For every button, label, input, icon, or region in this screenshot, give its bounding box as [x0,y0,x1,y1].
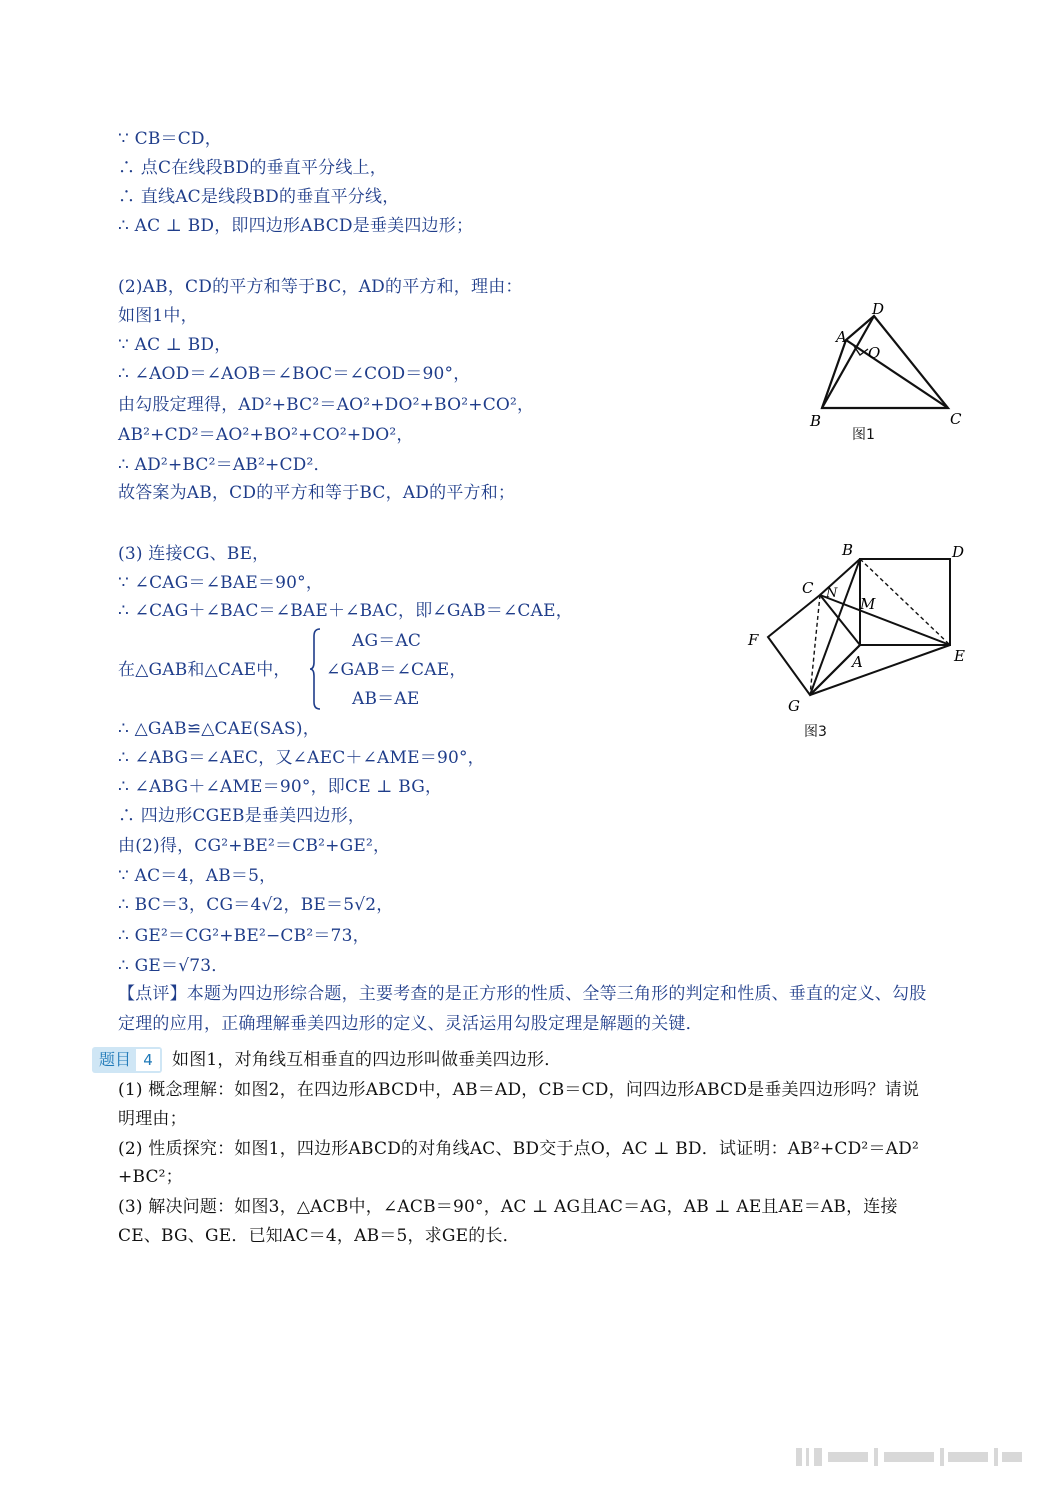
problem-line: CE、BG、GE．已知AC＝4，AB＝5，求GE的长． [118,1226,520,1246]
problem-number: 4 [136,1049,160,1071]
text-line: ∵ ∠CAG＝∠BAE＝90°， [118,573,324,593]
label-f: F [748,631,759,649]
problem-badge [92,1047,162,1073]
label-c: C [802,579,814,597]
label-b: B [842,541,854,559]
figure-1 [800,300,980,450]
figure-1-diagram [800,300,980,450]
text-line: ∴ 点C在线段BD的垂直平分线上， [118,158,387,178]
system-prefix: 在△GAB和△CAE中， [118,660,291,680]
system-eq: AB＝AE [352,689,420,709]
text-line: ∴ BC＝3，CG＝4√2，BE＝5√2， [118,895,394,915]
label-a: A [836,328,847,346]
square-cagf [768,595,860,695]
label-o: O [868,344,881,362]
label-m: M [860,595,876,613]
text-line: ∴ △GAB≌△CAE(SAS)， [118,719,320,739]
diagonal-bd [822,316,874,408]
problem-tag: 题目 [98,1050,131,1069]
figure-3-caption: 图3 [804,724,827,740]
problem-intro: 如图1，对角线互相垂直的四边形叫做垂美四边形． [172,1050,562,1070]
problem-line: (2) 性质探究：如图1，四边形ABCD的对角线AC、BD交于点O，AC ⊥ BD．试证明：AB²+CD²＝AD² [118,1139,919,1159]
text-line: ∴ AC ⊥ BD，即四边形ABCD是垂美四边形； [118,216,474,236]
text-line: ∴ ∠AOD＝∠AOB＝∠BOC＝∠COD＝90°， [118,364,471,384]
segment-ge [810,645,950,695]
text-line: (2)AB，CD的平方和等于BC，AD的平方和，理由： [118,277,523,297]
text-line: ∴ ∠ABG＋∠AME＝90°，即CE ⊥ BG， [118,777,443,797]
system-eq: AG＝AC [352,631,422,651]
text-line: ∵ CB＝CD， [118,129,222,149]
figure-1-caption: 图1 [852,427,875,443]
label-d: D [952,543,965,561]
problem-line: 明理由； [118,1109,187,1129]
text-line: 如图1中， [118,306,198,326]
label-e: E [954,647,965,665]
diagonal-ac [846,340,948,408]
problem-line: (1) 概念理解：如图2，在四边形ABCD中，AB＝AD，CB＝CD，问四边形ABCD是垂美四边形吗？请说 [118,1080,920,1100]
label-g: G [788,697,800,715]
problem-line: +BC²； [118,1167,183,1187]
label-n: N [826,586,838,601]
text-line: ∴ ∠ABG＝∠AEC，又∠AEC＋∠AME＝90°， [118,748,485,768]
text-line: ∴ 直线AC是线段BD的垂直平分线， [118,187,400,207]
system-eq: ∠GAB＝∠CAE， [326,660,467,680]
text-line: 由(2)得，CG²+BE²＝CB²+GE²， [118,836,391,856]
system-brace [310,628,322,710]
text-line: 故答案为AB，CD的平方和等于BC，AD的平方和； [118,483,516,503]
figure-3-diagram [740,535,980,745]
comment-line: 【点评】本题为四边形综合题，主要考查的是正方形的性质、全等三角形的判定和性质、垂直的定义、勾股 [118,984,927,1004]
comment-line: 定理的应用，正确理解垂美四边形的定义、灵活运用勾股定理是解题的关键． [118,1014,703,1034]
text-line: ∴ 四边形CGEB是垂美四边形， [118,806,366,826]
segment-bg [810,559,860,695]
text-line: ∵ AC ⊥ BD， [118,335,232,355]
problem-line: (3) 解决问题：如图3，△ACB中，∠ACB＝90°，AC ⊥ AG且AC＝AG，AB ⊥ AE且AE＝AB，连接 [118,1197,898,1217]
text-line: ∴ GE²＝CG²+BE²−CB²＝73， [118,926,370,946]
figure-3 [740,535,980,745]
text-line: ∵ AC＝4，AB＝5， [118,866,277,886]
text-line: (3) 连接CG、BE， [118,544,270,564]
label-a: A [852,653,863,671]
text-line: ∴ AD²+BC²＝AB²+CD²． [118,455,331,475]
text-line: 由勾股定理得，AD²+BC²＝AO²+DO²+BO²+CO²， [118,395,535,415]
watermark-strip [796,1442,1034,1472]
text-line: ∴ ∠CAG＋∠BAC＝∠BAE＋∠BAC，即∠GAB＝∠CAE， [118,601,573,621]
text-line: ∴ GE＝√73． [118,956,229,976]
label-d: D [872,300,885,318]
label-b: B [810,412,822,430]
label-c: C [950,410,962,428]
text-line: AB²+CD²＝AO²+BO²+CO²+DO²， [118,425,414,445]
